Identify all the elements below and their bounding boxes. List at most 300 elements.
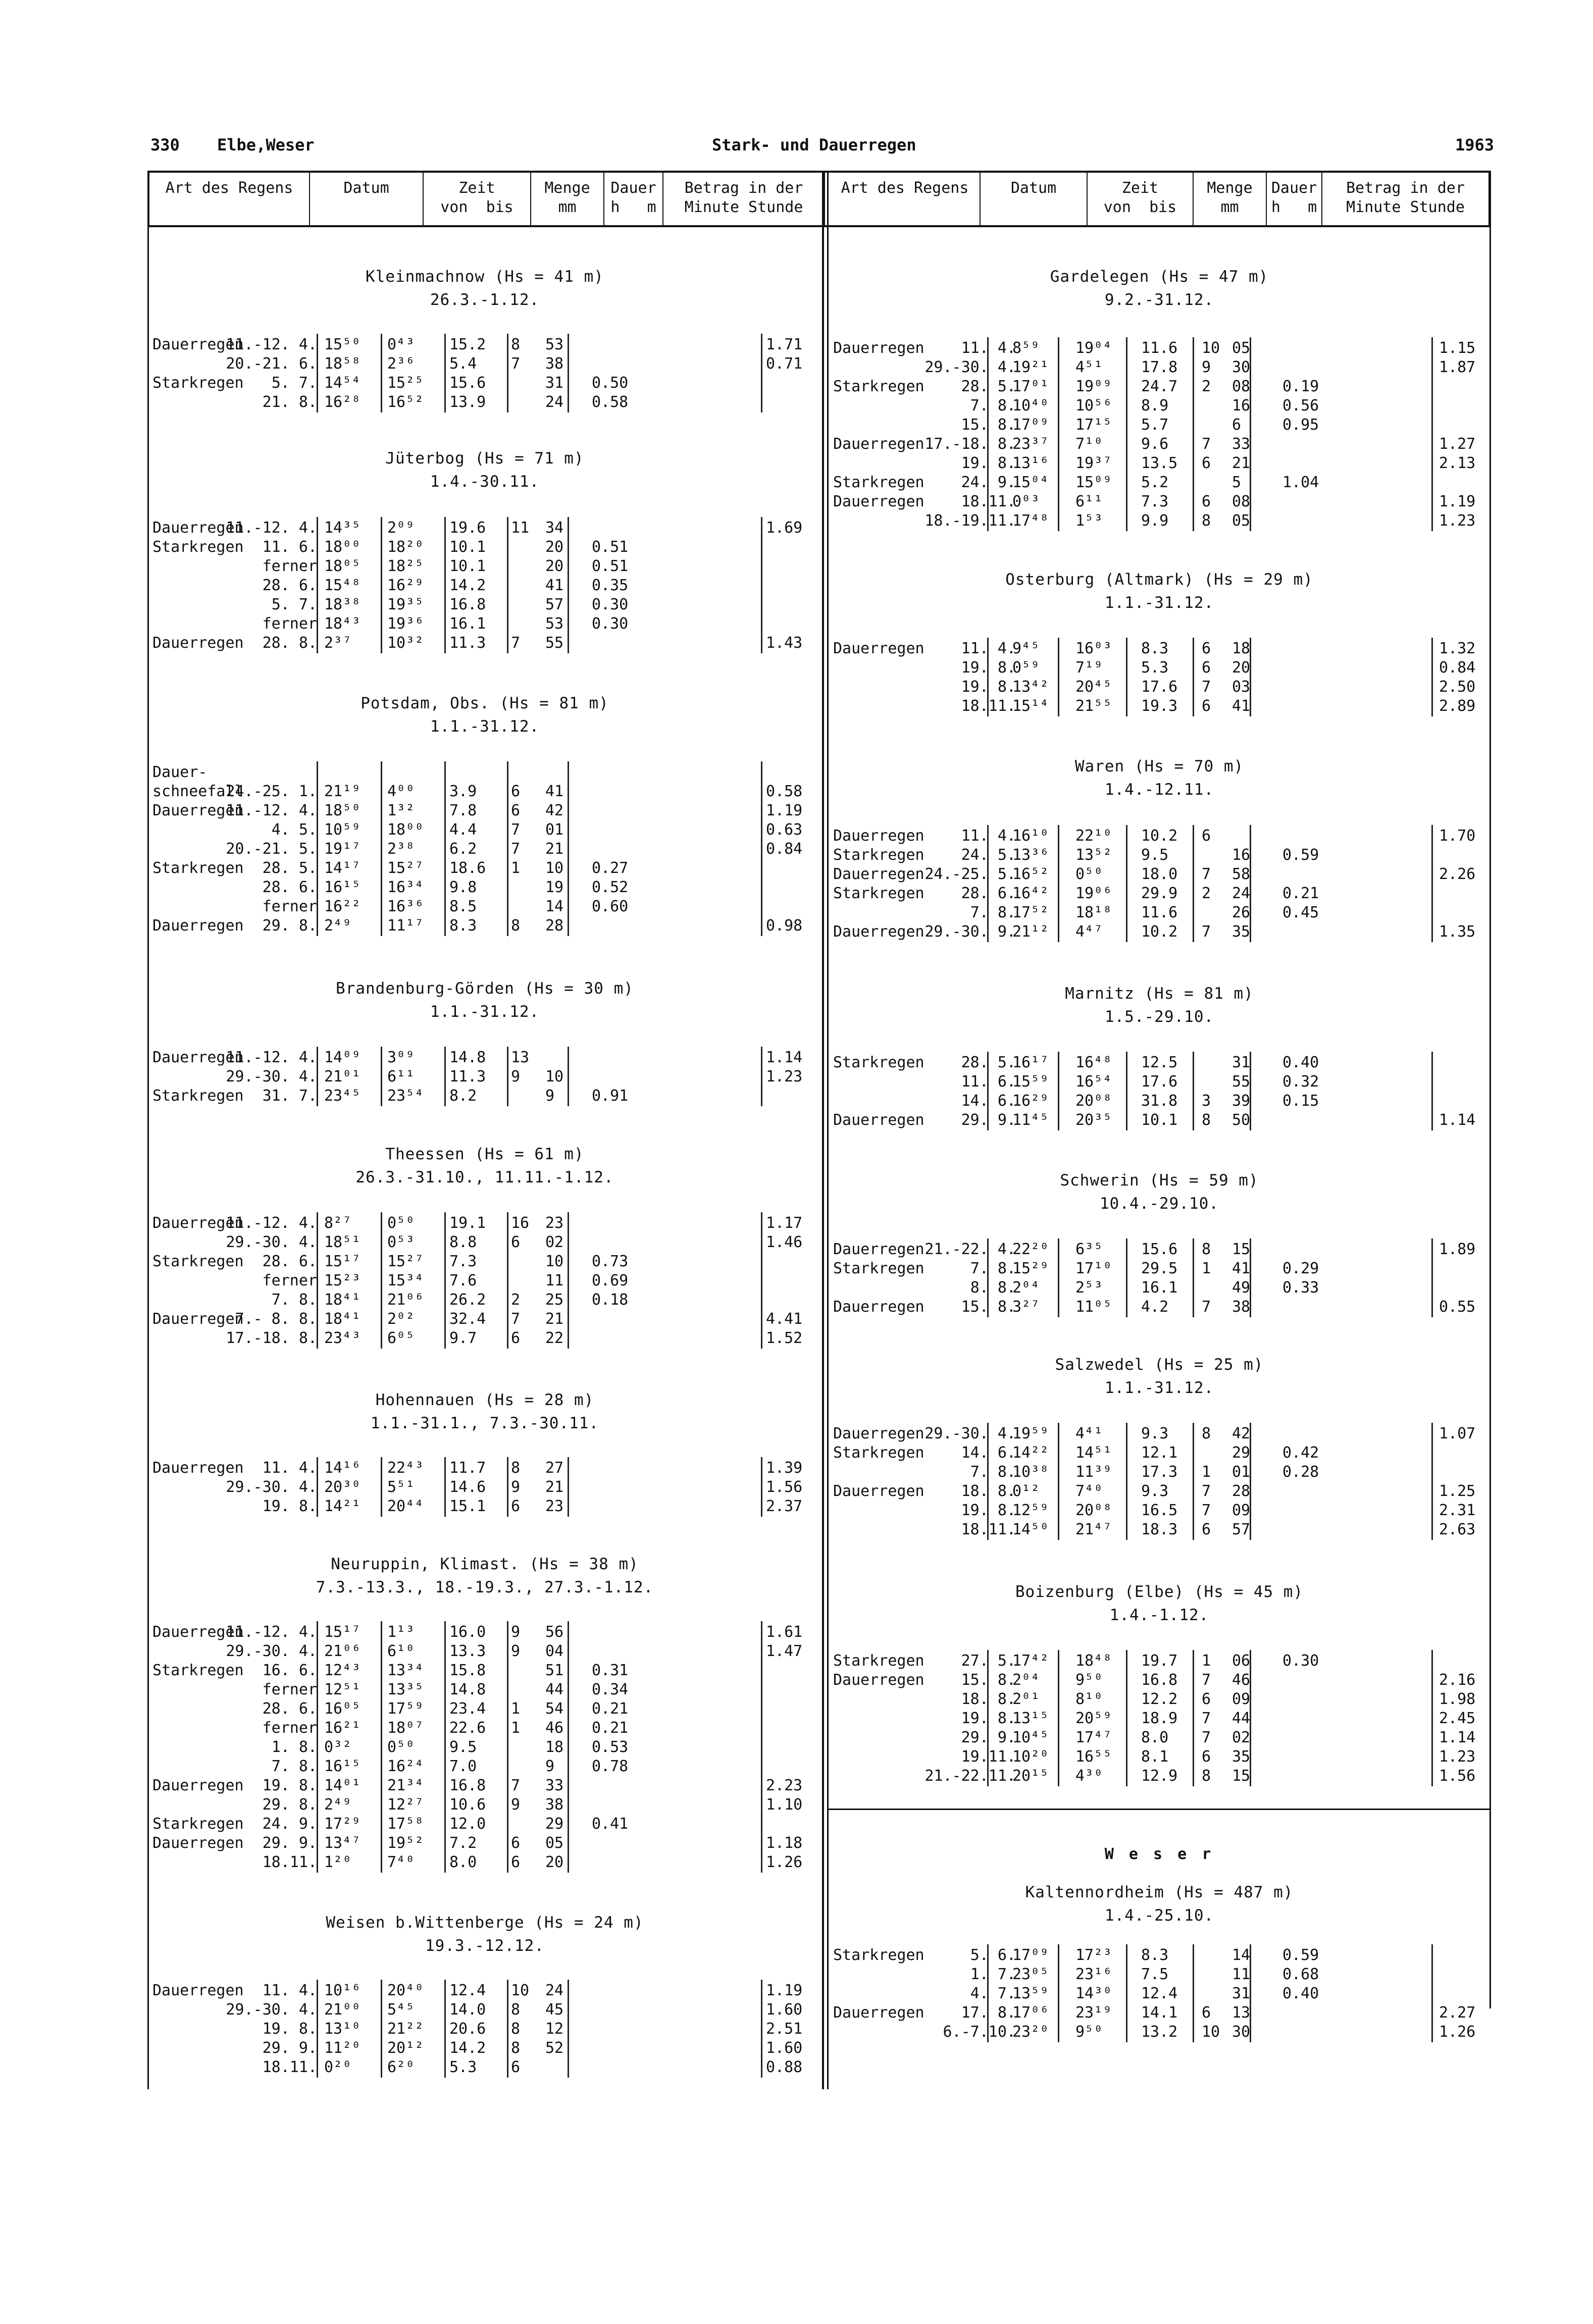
table-row [828,827,1491,846]
cell-menge: 17.6 [1141,678,1178,696]
cell-type: Dauerregen [833,1111,924,1129]
cell-bis: 6⁰⁵ [387,1329,415,1347]
cell-min: 0.50 [592,374,629,392]
station-name: Kleinmachnow (Hs = 41 m) [366,268,604,286]
table-row [828,1279,1491,1298]
station-period: 26.3.-31.10., 11.11.-1.12. [355,1168,614,1186]
cell-h: 7 [511,1310,521,1328]
cell-type: Dauerregen [152,1310,244,1328]
cell-menge: 5.3 [1141,659,1169,677]
cell-menge: 7.0 [449,1758,477,1775]
station-block [828,571,1491,612]
cell-menge: 16.5 [1141,1502,1178,1519]
cell-datum: 19. 8. [262,2020,317,2038]
cell-m: 21 [545,1478,564,1496]
cell-type: Dauerregen [152,1049,244,1066]
station-period: 1.1.-31.12. [430,1003,540,1021]
cell-bis: 17²³ [1075,1946,1112,1964]
cell-menge: 12.5 [1141,1054,1178,1071]
table-row [828,1482,1491,1502]
station-name: Boizenburg (Elbe) (Hs = 45 m) [1015,1583,1304,1601]
cell-bis: 6²⁰ [387,2058,415,2076]
cell-m: 18 [1232,640,1251,657]
cell-datum: 5. 6. [970,1946,1016,1964]
cell-std: 0.84 [1439,659,1476,677]
cell-bis: 5⁴⁵ [387,2001,415,2019]
cell-std: 0.58 [766,783,803,800]
table-row [147,355,822,374]
cell-menge: 29.5 [1141,1260,1178,1277]
cell-datum: 24. 5. [961,846,1016,864]
cell-min: 0.30 [592,615,629,633]
cell-von: 23⁰⁵ [1012,1966,1049,1983]
cell-von: 14⁵⁴ [324,374,361,392]
cell-h: 6 [1202,1748,1211,1766]
cell-m: 5 [1232,474,1242,491]
cell-m: 20 [545,538,564,556]
cell-bis: 19³⁵ [387,596,424,613]
cell-bis: 19⁰⁴ [1075,339,1112,357]
cell-von: 12⁵⁹ [1012,1502,1049,1519]
cell-min: 0.40 [1282,1054,1319,1071]
cell-von: 17⁴² [1012,1652,1049,1670]
cell-bis: 15³⁴ [387,1272,424,1289]
table-row [147,1853,822,1873]
cell-m: 23 [545,1214,564,1232]
cell-bis: 20⁵⁹ [1075,1710,1112,1727]
cell-bis: 9⁵⁰ [1075,2023,1103,2041]
station-period: 7.3.-13.3., 18.-19.3., 27.3.-1.12. [316,1578,654,1596]
station-name: Hohennauen (Hs = 28 m) [375,1391,594,1409]
cell-datum: ferner [262,1272,317,1289]
cell-bis: 4³⁰ [1075,1767,1103,1785]
cell-h: 8 [1202,512,1211,530]
header-menge: Menge mm [531,173,604,225]
cell-datum: 11. 4. [961,827,1016,845]
table-row [147,2001,822,2020]
cell-datum: 7.- 8. 8. [235,1310,317,1328]
cell-datum: 28. 6. [262,1700,317,1718]
cell-menge: 19.7 [1141,1652,1178,1670]
cell-h: 7 [1202,1671,1211,1689]
cell-datum: 11. 6. [262,538,317,556]
cell-datum: 29.-30. 4. [226,1233,317,1251]
cell-von: 15²³ [324,1272,361,1289]
cell-menge: 8.1 [1141,1748,1169,1766]
cell-m: 20 [545,557,564,575]
cell-von: 2⁰¹ [1012,1690,1040,1708]
cell-bis: 17¹⁰ [1075,1260,1112,1277]
cell-type: Starkregen [833,846,924,864]
header-dauer: Dauer h m [604,173,663,225]
cell-datum: 29. 9. [961,1111,1016,1129]
cell-menge: 8.3 [449,917,477,935]
cell-von: 13³⁶ [1012,846,1049,864]
table-row [828,1767,1491,1786]
station-name: Salzwedel (Hs = 25 m) [1055,1356,1264,1374]
cell-bis: 2⁰² [387,1310,415,1328]
cell-bis: 7¹⁰ [1075,435,1103,453]
cell-min: 0.30 [1282,1652,1319,1670]
cell-h: 7 [1202,1298,1211,1316]
cell-von: 13¹⁰ [324,2020,361,2038]
cell-m: 26 [1232,904,1251,921]
cell-h: 8 [1202,1767,1211,1785]
cell-datum: ferner [262,1681,317,1698]
table-row [828,339,1491,358]
cell-von: 13⁵⁹ [1012,1985,1049,2002]
cell-min: 0.30 [592,596,629,613]
station-block [147,1145,822,1186]
station-period: 1.5.-29.10. [1104,1008,1214,1026]
cell-datum: 7. 8. [970,397,1016,415]
cell-bis: 19³⁷ [1075,454,1112,472]
cell-datum: 18.11. [961,1521,1016,1538]
table-row [147,1700,822,1719]
header-art-right: Art des Regens [830,173,981,225]
cell-m: 41 [1232,1260,1251,1277]
station-period: 19.3.-12.12. [425,1937,544,1955]
cell-std: 0.84 [766,840,803,858]
station-block [147,1914,822,1955]
cell-bis: 17¹⁵ [1075,416,1112,434]
cell-datum: 7. 8. [271,1758,317,1775]
cell-menge: 10.1 [449,557,486,575]
cell-von: 15⁴⁸ [324,577,361,594]
cell-menge: 12.1 [1141,1444,1178,1462]
cell-bis: 6³⁵ [1075,1241,1103,1258]
cell-type: Dauerregen [152,1459,244,1477]
cell-menge: 14.0 [449,2001,486,2019]
table-row [147,1478,822,1497]
cell-datum: 4. 7. [970,1985,1016,2002]
cell-min: 0.78 [592,1758,629,1775]
cell-menge: 23.4 [449,1700,486,1718]
cell-std: 0.71 [766,355,803,373]
cell-std: 1.14 [1439,1729,1476,1746]
cell-h: 8 [511,917,521,935]
cell-m: 14 [545,898,564,915]
table-row [828,2004,1491,2023]
cell-von: 16⁰⁵ [324,1700,361,1718]
table-row [147,1049,822,1068]
table-row [828,1748,1491,1767]
cell-menge: 9.5 [1141,846,1169,864]
cell-bis: 4⁴¹ [1075,1425,1103,1442]
cell-bis: 18⁰⁰ [387,821,424,839]
cell-menge: 10.1 [449,538,486,556]
table-row [147,1681,822,1700]
cell-m: 01 [545,821,564,839]
cell-min: 0.91 [592,1087,629,1105]
table-row [828,697,1491,716]
cell-datum: 18.11. [262,1853,317,1871]
header-datum-right: Datum [981,173,1088,225]
station-period: 10.4.-29.10. [1100,1195,1219,1213]
cell-type: Dauerregen [833,923,924,941]
cell-von: 23³⁷ [1012,435,1049,453]
cell-datum: 28. 8. [262,634,317,652]
cell-von: 17⁰⁹ [1012,1946,1049,1964]
table-row [147,1214,822,1233]
cell-std: 1.07 [1439,1425,1476,1442]
cell-menge: 7.8 [449,802,477,819]
cell-h: 8 [511,2039,521,2057]
cell-datum: 29.-30. 4. [924,358,1016,376]
table-row [828,865,1491,885]
station-block [147,694,822,736]
cell-min: 0.19 [1282,378,1319,395]
cell-datum: 21.-22.11. [924,1767,1016,1785]
cell-type: Dauerregen [152,336,244,353]
station-block [828,1171,1491,1213]
station-period: 1.4.-12.11. [1104,781,1214,799]
table-row [828,1073,1491,1092]
cell-std: 1.26 [1439,2023,1476,2041]
header-betrag-right: Betrag in der Minute Stunde [1346,179,1465,216]
cell-m: 44 [1232,1710,1251,1727]
cell-datum: 11. 6. [961,1073,1016,1091]
cell-datum: 1. 7. [970,1966,1016,1983]
cell-menge: 15.8 [449,1662,486,1679]
cell-type: Starkregen [152,374,244,392]
cell-std: 1.19 [766,1982,803,1999]
cell-menge: 24.7 [1141,378,1178,395]
cell-h: 8 [511,336,521,353]
cell-std: 1.25 [1439,1482,1476,1500]
cell-min: 0.29 [1282,1260,1319,1277]
cell-h: 2 [511,1291,521,1309]
cell-m: 15 [1232,1241,1251,1258]
table-row [147,763,822,783]
cell-von: 0⁰³ [1012,493,1040,510]
cell-von: 11²⁰ [324,2039,361,2057]
cell-h: 2 [1202,378,1211,395]
cell-h: 2 [1202,885,1211,902]
cell-min: 0.51 [592,538,629,556]
cell-type: Starkregen [833,885,924,902]
cell-h: 8 [1202,1241,1211,1258]
cell-h: 6 [1202,493,1211,510]
river-heading: W e s e r [1104,1845,1214,1863]
cell-menge: 4.2 [1141,1298,1169,1316]
cell-datum: 15. 8. [961,1671,1016,1689]
cell-m: 41 [545,577,564,594]
cell-type: Starkregen [833,1054,924,1071]
cell-von: 17⁰⁹ [1012,416,1049,434]
cell-menge: 10.1 [1141,1111,1178,1129]
cell-m: 29 [545,1815,564,1833]
cell-type: Starkregen [833,1444,924,1462]
cell-m: 51 [545,1662,564,1679]
table-row [147,1253,822,1272]
cell-datum: 5. 7. [271,596,317,613]
cell-von: 18⁵⁸ [324,355,361,373]
cell-bis: 4⁴⁷ [1075,923,1103,941]
cell-von: 23⁴³ [324,1329,361,1347]
cell-min: 0.34 [592,1681,629,1698]
table-row [828,1502,1491,1521]
cell-min: 0.52 [592,879,629,896]
cell-bis: 0⁵³ [387,1233,415,1251]
cell-min: 0.18 [592,1291,629,1309]
cell-m: 09 [1232,1502,1251,1519]
cell-datum: 28. 6. [262,1253,317,1270]
cell-m: 54 [545,1700,564,1718]
table-row [147,1758,822,1777]
cell-min: 0.68 [1282,1966,1319,1983]
cell-menge: 9.6 [1141,435,1169,453]
cell-bis: 2⁵³ [1075,1279,1103,1297]
station-block [828,1583,1491,1624]
cell-von: 9⁴⁵ [1012,640,1040,657]
cell-menge: 7.5 [1141,1966,1169,1983]
station-block [828,757,1491,799]
cell-h: 7 [1202,1502,1211,1519]
page-number: 330 [150,135,180,154]
table-row [147,393,822,412]
cell-h: 7 [511,821,521,839]
cell-type: Dauerregen [152,1777,244,1794]
cell-type: Dauer- [152,763,208,781]
cell-menge: 15.2 [449,336,486,353]
table-row [147,879,822,898]
cell-bis: 20³⁵ [1075,1111,1112,1129]
cell-datum: 11. 4. [262,1459,317,1477]
cell-bis: 16³⁴ [387,879,424,896]
cell-bis: 16⁵⁵ [1075,1748,1112,1766]
cell-type: Starkregen [833,1946,924,1964]
cell-std: 1.52 [766,1329,803,1347]
cell-type: Starkregen [833,474,924,491]
cell-von: 12⁴³ [324,1662,361,1679]
cell-type: Starkregen [152,538,244,556]
cell-m: 14 [1232,1946,1251,1964]
table-row [828,659,1491,678]
cell-datum: 18.11. [961,697,1016,715]
table-row [147,1233,822,1253]
cell-bis: 15²⁵ [387,374,424,392]
station-block [828,1356,1491,1397]
cell-m: 31 [1232,1985,1251,2002]
cell-datum: 7. 8. [271,1291,317,1309]
cell-von: 16²⁸ [324,393,361,411]
cell-menge: 8.3 [1141,1946,1169,1964]
cell-bis: 13⁵² [1075,846,1112,864]
cell-type: Starkregen [152,1662,244,1679]
cell-von: 21¹⁹ [324,783,361,800]
cell-m: 57 [545,596,564,613]
cell-von: 1²⁰ [324,1853,352,1871]
cell-menge: 12.4 [449,1982,486,1999]
station-name: Jüterbog (Hs = 71 m) [385,449,584,468]
cell-von: 16²² [324,898,361,915]
cell-type: Dauerregen [152,802,244,819]
cell-bis: 2⁰⁹ [387,519,415,537]
cell-von: 15⁵⁹ [1012,1073,1049,1091]
cell-datum: 29.-30. 4. [226,1068,317,1086]
table-row [828,846,1491,865]
cell-type: Starkregen [833,1260,924,1277]
table-row [147,1796,822,1815]
cell-menge: 12.4 [1141,1985,1178,2002]
cell-menge: 10.6 [449,1796,486,1814]
cell-type: Dauerregen [152,1214,244,1232]
table-row [147,1497,822,1517]
cell-m: 38 [545,355,564,373]
cell-von: 17⁵² [1012,904,1049,921]
table-row [828,378,1491,397]
cell-h: 10 [1202,2023,1220,2041]
cell-menge: 5.4 [449,355,477,373]
cell-min: 0.21 [592,1719,629,1737]
cell-m: 11 [1232,1966,1251,1983]
cell-menge: 14.2 [449,2039,486,2057]
table-row [147,1310,822,1329]
cell-h: 7 [1202,1710,1211,1727]
cell-bis: 21³⁴ [387,1777,424,1794]
cell-m: 9 [545,1758,555,1775]
station-period: 1.1.-31.12. [430,717,540,736]
cell-menge: 19.3 [1141,697,1178,715]
station-name: Marnitz (Hs = 81 m) [1065,985,1254,1003]
cell-datum: 29. 9. [262,2039,317,2057]
cell-min: 0.32 [1282,1073,1319,1091]
cell-bis: 15²⁷ [387,1253,424,1270]
cell-type: Dauerregen [833,493,924,510]
station-period: 1.4.-25.10. [1104,1906,1214,1925]
cell-von: 2⁴⁹ [324,1796,352,1814]
cell-type: Dauerregen [833,435,924,453]
table-row [828,1111,1491,1130]
cell-datum: 28. 6. [961,885,1016,902]
cell-von: 20¹⁵ [1012,1767,1049,1785]
cell-m: 44 [545,1681,564,1698]
cell-m: 24 [545,1982,564,1999]
table-row [828,2023,1491,2042]
cell-std: 1.70 [1439,827,1476,845]
station-period: 1.4.-1.12. [1109,1606,1209,1624]
cell-h: 1 [1202,1463,1211,1481]
cell-std: 4.41 [766,1310,803,1328]
cell-bis: 16³⁶ [387,898,424,915]
cell-h: 6 [1202,1690,1211,1708]
table-row [147,1068,822,1087]
cell-datum: 19. 8. [262,1497,317,1515]
cell-type: Dauerregen [152,1834,244,1852]
cell-h: 8 [1202,1111,1211,1129]
cell-bis: 3⁰⁹ [387,1049,415,1066]
cell-bis: 17⁵⁹ [387,1700,424,1718]
cell-datum: 18.11. [961,493,1016,510]
cell-von: 2⁴⁹ [324,917,352,935]
cell-h: 8 [511,2020,521,2038]
cell-von: 11⁴⁵ [1012,1111,1049,1129]
cell-m: 01 [1232,1463,1251,1481]
cell-min: 0.28 [1282,1463,1319,1481]
cell-std: 2.89 [1439,697,1476,715]
table-row [828,454,1491,474]
cell-datum: 11.-12. 4. [226,802,317,819]
cell-h: 6 [1202,1521,1211,1538]
station-period: 1.4.-30.11. [430,473,540,491]
station-name: Brandenburg-Görden (Hs = 30 m) [336,979,634,998]
cell-std: 1.14 [1439,1111,1476,1129]
cell-m: 27 [545,1459,564,1477]
header-dauer-right: Dauer h m [1267,173,1322,225]
cell-m: 20 [1232,659,1251,677]
cell-menge: 17.3 [1141,1463,1178,1481]
